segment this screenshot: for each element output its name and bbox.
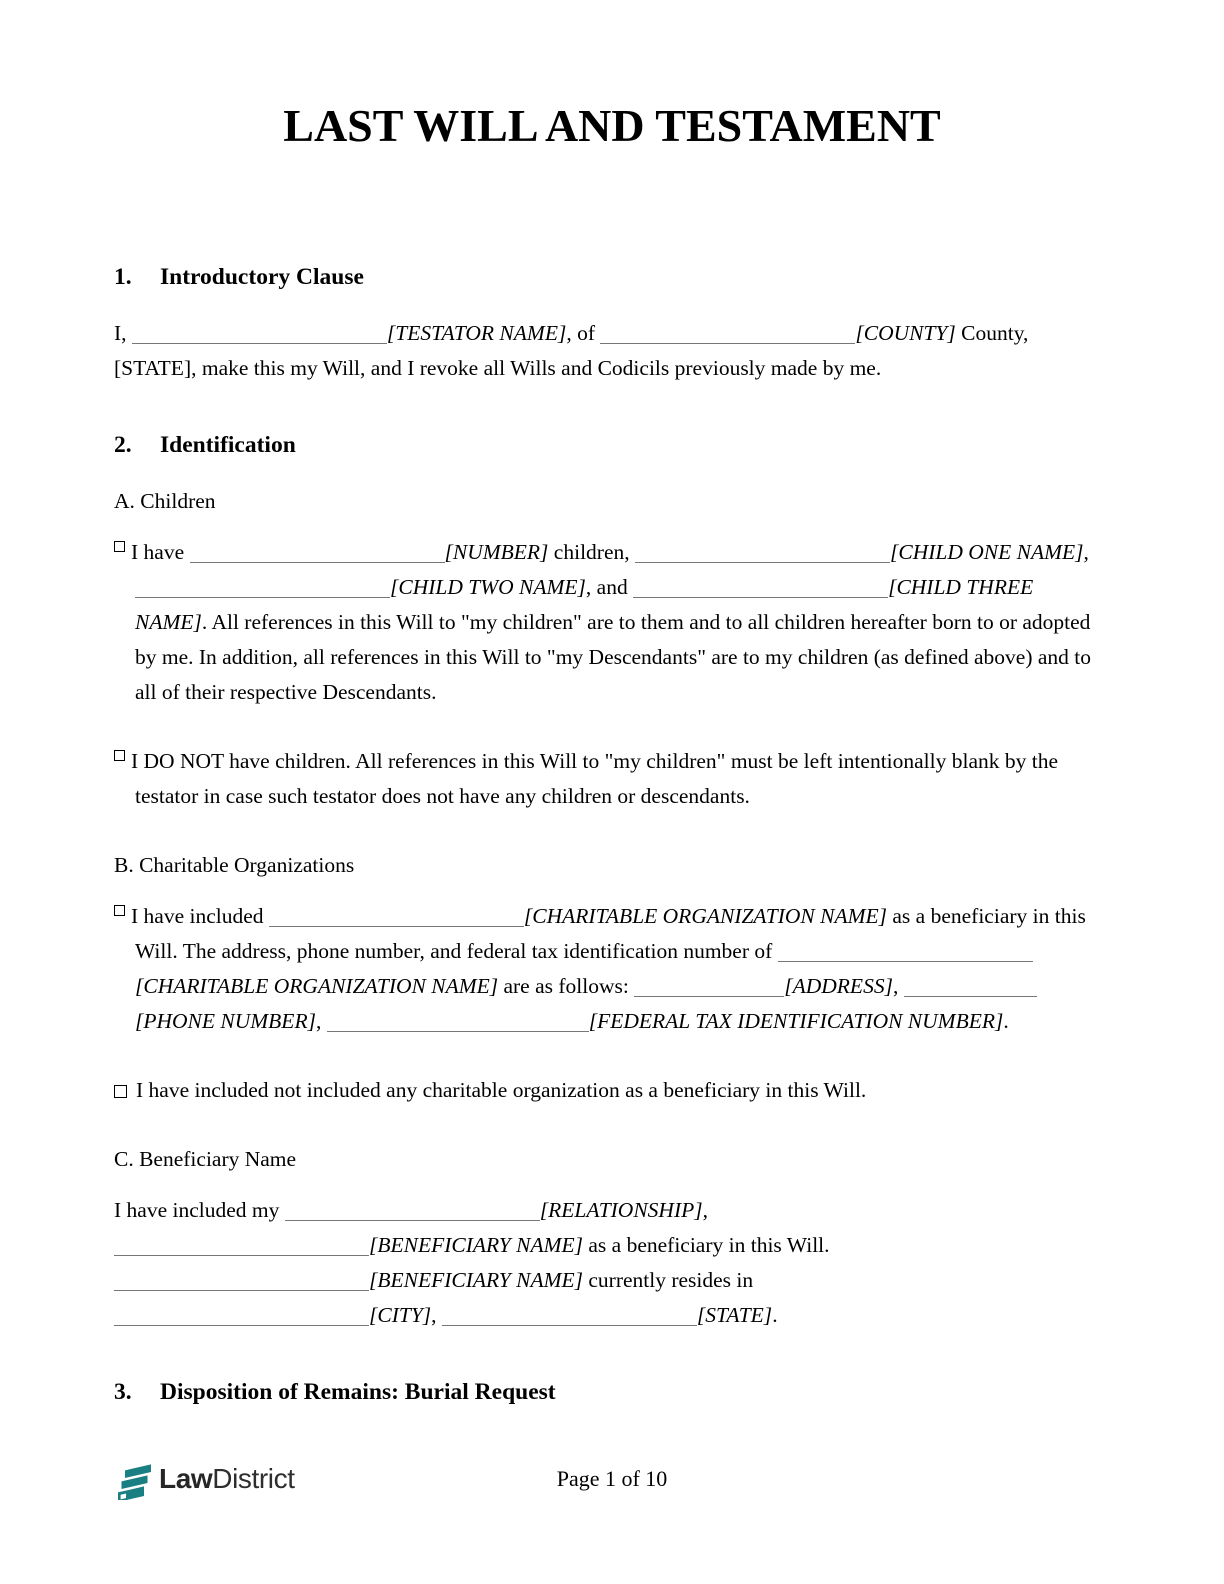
text-run: County, [STATE], make this my Will, and I revoke all Wills and Codicils previously made by me.: [114, 321, 1029, 380]
blank-fill-line: [190, 543, 445, 563]
brand-word-law: Law: [159, 1463, 213, 1494]
section-number: 1.: [114, 264, 132, 290]
checkbox-unchecked[interactable]: [114, 905, 125, 916]
placeholder-field: [FEDERAL TAX IDENTIFICATION NUMBER]: [588, 1009, 1004, 1033]
checkbox-paragraph: [114, 744, 1110, 814]
text-run: as a beneficiary in this Will.: [583, 1233, 830, 1257]
text-run: I have included my: [114, 1198, 285, 1222]
placeholder-field: [RELATIONSHIP]: [539, 1198, 703, 1222]
text-run: I have included: [131, 904, 269, 928]
text-run: ,: [702, 1198, 708, 1222]
brand-name: [159, 1463, 295, 1495]
text-run: ,: [1083, 540, 1089, 564]
blank-fill-line: [327, 1012, 589, 1032]
lawdistrict-logo: [114, 1458, 295, 1500]
checkbox-unchecked[interactable]: [114, 541, 125, 552]
blank-fill-line: [114, 1236, 369, 1256]
placeholder-field: [BENEFICIARY NAME]: [369, 1233, 583, 1257]
placeholder-field: [CHILD TWO NAME]: [390, 575, 586, 599]
section-number: 2.: [114, 432, 132, 458]
checkbox-paragraph: [114, 1073, 1110, 1108]
blank-fill-line: [442, 1306, 697, 1326]
page-number: Page 1 of 10: [556, 1466, 668, 1491]
lawdistrict-pages-icon: [114, 1458, 154, 1500]
section-number: 3.: [114, 1379, 132, 1405]
text-run: , of: [566, 321, 601, 345]
checkbox-paragraph: [114, 535, 1110, 710]
section-heading-text: Introductory Clause: [160, 264, 364, 290]
text-run: I have included not included any charitable organization as a beneficiary in this Will.: [136, 1078, 867, 1102]
text-run: as a beneficiary in this Will. The address, phone number, and federal tax identification number of: [135, 904, 1086, 963]
placeholder-field: [PHONE NUMBER]: [135, 1009, 316, 1033]
placeholder-field: [NUMBER]: [444, 540, 549, 564]
placeholder-field: [STATE]: [696, 1303, 773, 1327]
paragraph: [114, 316, 1110, 386]
subsection-heading: B. Charitable Organizations: [114, 853, 355, 877]
text-run: children,: [548, 540, 635, 564]
placeholder-field: [CHILD THREE NAME]: [135, 575, 1034, 634]
text-run: ,: [431, 1303, 442, 1327]
text-run: ,: [315, 1009, 327, 1033]
checkbox-paragraph: [114, 899, 1110, 1039]
blank-fill-line: [114, 1271, 369, 1291]
text-run: .: [772, 1303, 778, 1327]
blank-fill-line: [778, 942, 1033, 962]
subsection-heading: A. Children: [114, 489, 216, 513]
checkbox-unchecked[interactable]: [114, 1085, 127, 1098]
text-run: are as follows:: [498, 974, 635, 998]
blank-fill-line: [633, 578, 888, 598]
blank-fill-line: [634, 977, 784, 997]
blank-fill-line: [132, 324, 387, 344]
subsection-heading: C. Beneficiary Name: [114, 1147, 297, 1171]
placeholder-field: [CHARITABLE ORGANIZATION NAME]: [523, 904, 888, 928]
placeholder-field: [CHARITABLE ORGANIZATION NAME]: [135, 974, 499, 998]
blank-fill-line: [600, 324, 855, 344]
blank-fill-line: [285, 1201, 540, 1221]
section-heading-text: Disposition of Remains: Burial Request: [160, 1379, 556, 1405]
text-run: I,: [114, 321, 132, 345]
section-heading-text: Identification: [160, 432, 296, 458]
blank-fill-line: [114, 1306, 369, 1326]
placeholder-field: [CITY]: [369, 1303, 432, 1327]
blank-fill-line: [904, 977, 1037, 997]
section-heading: [114, 1377, 1110, 1407]
blank-fill-line: [135, 578, 390, 598]
text-run: I have: [131, 540, 190, 564]
placeholder-field: [CHILD ONE NAME]: [890, 540, 1084, 564]
section-heading: [114, 430, 1110, 460]
document-title: LAST WILL AND TESTAMENT: [283, 100, 941, 151]
text-run: ,: [892, 974, 904, 998]
section-heading: [114, 262, 1110, 292]
paragraph: [114, 1193, 1110, 1333]
placeholder-field: [BENEFICIARY NAME]: [369, 1268, 583, 1292]
placeholder-field: [TESTATOR NAME]: [386, 321, 567, 345]
text-run: . All references in this Will to "my children" are to them and to all children hereafter born to or adopted by me. In addition, all references in this Will to "my Descendants" are to my children (as defined above) and to all of their respective Descendants.: [135, 610, 1092, 704]
blank-fill-line: [635, 543, 890, 563]
text-run: .: [1003, 1009, 1009, 1033]
page-footer: [114, 1450, 1110, 1508]
text-run: I DO NOT have children. All references in this Will to "my children" must be left intentionally blank by the testator in case such testator does not have any children or descendants.: [131, 749, 1059, 808]
placeholder-field: [ADDRESS]: [784, 974, 893, 998]
text-run: , and: [585, 575, 634, 599]
brand-word-district: District: [212, 1463, 295, 1494]
checkbox-unchecked[interactable]: [114, 750, 125, 761]
placeholder-field: [COUNTY]: [855, 321, 956, 345]
blank-fill-line: [269, 907, 524, 927]
text-run: currently resides in: [583, 1268, 754, 1292]
